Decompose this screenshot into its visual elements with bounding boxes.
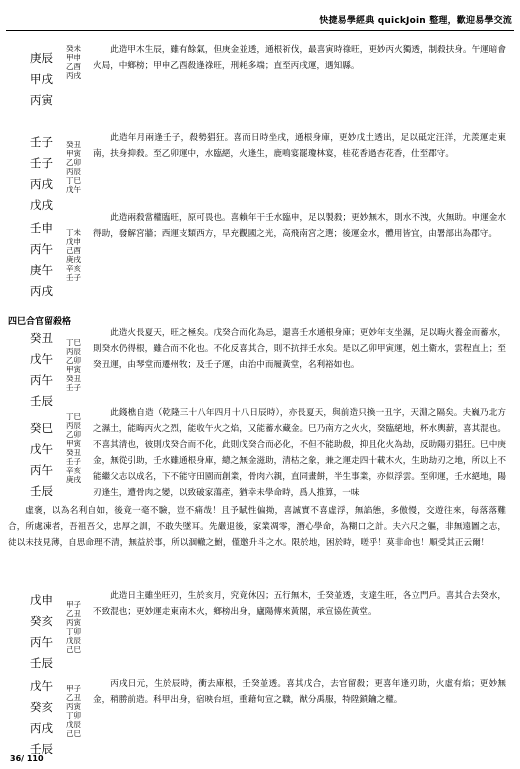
chart-7-text: 丙戌日元，生於辰時，衝去庫根，壬癸並透。喜其戊合，去官留殺；更喜年逢刃助，火虛有焰；更妙無金，稍勝前造。科甲出身，宿映台垣，重藉旬宣之職，猷分禹服，特陞鎖鑰之權。 [93, 679, 506, 705]
chart-6-luck [66, 600, 86, 654]
luck-pillar: 丁卯 [66, 627, 81, 636]
pillar: 丙寅 [30, 93, 53, 107]
luck-pillar: 戊申 [66, 237, 81, 246]
pillar: 癸亥 [30, 614, 53, 628]
header-title: 快捷易學經典 quickJoin 整理，歡迎易學交流 [319, 16, 512, 26]
section-title: 四巳合官留殺格 [8, 317, 72, 327]
luck-pillar: 庚戌 [66, 475, 81, 484]
pillar: 戊午 [30, 352, 53, 366]
chart-5-luck [66, 412, 86, 484]
luck-pillar: 丙寅 [66, 702, 81, 711]
luck-pillar: 乙卯 [66, 158, 81, 167]
pillar: 壬申 [30, 221, 53, 235]
chart-7-pillars [30, 676, 64, 760]
luck-pillar: 己酉 [66, 246, 81, 255]
pillar: 丙午 [30, 463, 53, 477]
pillar: 甲戌 [30, 72, 53, 86]
pillar: 丙午 [30, 373, 53, 387]
luck-pillar: 癸丑 [66, 140, 81, 149]
luck-pillar: 乙卯 [66, 356, 81, 365]
luck-pillar: 甲寅 [66, 149, 81, 158]
pillar: 戊申 [30, 593, 53, 607]
luck-pillar: 癸丑 [66, 448, 81, 457]
chart-2-pillars [30, 132, 64, 216]
luck-pillar: 戊辰 [66, 720, 81, 729]
pillar: 壬辰 [30, 484, 53, 498]
luck-pillar: 丙戌 [66, 71, 81, 80]
luck-pillar: 庚戌 [66, 255, 81, 264]
chart-1-luck [66, 44, 86, 80]
chart-2-luck [66, 140, 86, 194]
chart-3-pillars [30, 218, 64, 302]
luck-pillar: 丁巳 [66, 176, 81, 185]
pillar: 壬辰 [30, 742, 53, 756]
chart-1-pillars [30, 48, 64, 111]
pillar: 丙戌 [30, 177, 53, 191]
luck-pillar: 壬子 [66, 457, 81, 466]
luck-pillar: 辛亥 [66, 466, 81, 475]
chart-5-pillars [30, 418, 64, 502]
pillar: 戊午 [30, 442, 53, 456]
luck-pillar: 丙寅 [66, 618, 81, 627]
continuation-text: 虛褒，以為名利自如，後竟一毫不驗，豈不痛哉！且予賦性偏拗，喜誠實不喜虛浮，無諂態，多傲慢，交遊往來，每落落難合，所處凍者，吾祖吾父，忠厚之訓，不敢失墜耳。先嚴退後，家業凋零，潛心學命，為糊口之計。夫六尺之軀，非無遠圖之志，徒以未技見薄，自思命理不清，無益於事，所以涸轍之鮒，僅邀升斗之水。限於地，困於時，嗟乎！莫非命也！順受其正云爾！ [8, 506, 506, 548]
pillar: 癸丑 [30, 331, 53, 345]
pillar: 癸亥 [30, 700, 53, 714]
luck-pillar: 甲子 [66, 684, 81, 693]
chart-1-text: 此造甲木生辰，雖有餘氣，但庚金並透，通根祈伐，最喜寅時祿旺，更妙丙火獨透，制殺扶身。午運暗會火局，中鄉榜；甲申乙酉殺逢祿旺，刑耗多端；直至丙戌運，遇知縣。 [93, 45, 506, 71]
luck-pillar: 乙酉 [66, 62, 81, 71]
pillar: 丙午 [30, 635, 53, 649]
pillar: 丙午 [30, 242, 53, 256]
pillar: 戊戌 [30, 198, 53, 212]
chart-3-luck [66, 228, 86, 282]
page-number: 36/ 110 [10, 754, 44, 763]
pillar: 庚辰 [30, 51, 53, 65]
luck-pillar: 丙辰 [66, 421, 81, 430]
luck-pillar: 乙丑 [66, 693, 81, 702]
luck-pillar: 戊午 [66, 185, 81, 194]
chart-4-pillars [30, 328, 64, 412]
luck-pillar: 壬子 [66, 273, 81, 282]
page-header [6, 2, 514, 31]
luck-pillar: 甲寅 [66, 365, 81, 374]
pillar: 癸巳 [30, 421, 53, 435]
luck-pillar: 乙卯 [66, 430, 81, 439]
luck-pillar: 丁巳 [66, 412, 81, 421]
luck-pillar: 戊辰 [66, 636, 81, 645]
luck-pillar: 甲子 [66, 600, 81, 609]
pillar: 壬子 [30, 156, 53, 170]
pillar: 庚午 [30, 263, 53, 277]
luck-pillar: 甲寅 [66, 439, 81, 448]
chart-4-text: 此造火長夏天，旺之極矣。戊癸合而化為忌，還喜壬水通根身庫；更妙年支坐濕，足以晦火養金而蓄水，則癸水仍得根，雖合而不化也。不化反喜其合，則不抗拌壬水矣。是以乙卯甲寅運，剋土衛水，雲程直上；至癸丑運，由琴堂而遷州牧；及壬子運，由治中而履黃堂，名利裕如也。 [93, 328, 506, 370]
chart-7-luck [66, 684, 86, 738]
luck-pillar: 甲申 [66, 53, 81, 62]
chart-5-text: 此錢樵自造（乾隆三十八年四月十八日辰時），亦長夏天，與前造只換一丑字，天淵之隔矣。夫巍乃北方之濕土，能晦丙火之烈，能收午火之焰，又能蓄水藏金。巳乃南方之火火，癸臨絕地，杯水輿薪，喜其混也。不喜其清也，彼則戊癸合而不化，此則戊癸合而必化，不但不能助殺，抑且化火為劫，反助陽刃猖狂。巳中庚金，無從引助，壬水雖通根身庫，總之無金滋助，清枯之象，兼之運走四十載木火，生助劫刃之地，所以上不能繼父志以成名，下不能守田園而創業，骨肉六親，直同畫餅，半生事業，亦似浮雲。至卯運，壬水絕地，陽刃逢生，遭骨肉之變，以致破家蕩產，猶幸未學命時，爲人推算，一味 [93, 408, 506, 498]
luck-pillar: 丁未 [66, 228, 81, 237]
pillar: 壬辰 [30, 656, 53, 670]
pillar: 壬辰 [30, 394, 53, 408]
chart-3-text: 此造兩殺當權臨旺，原可畏也。喜賴年干壬水臨申，足以製殺；更妙無木，則水不洩，火無助。申運金水得助，發解宮牆；西運支類西方，早充觀國之光，高飛南宮之選；後運金水，體用皆宜，由署部出為郡守。 [93, 213, 506, 239]
chart-4-luck [66, 338, 86, 392]
luck-pillar: 丙辰 [66, 347, 81, 356]
luck-pillar: 壬子 [66, 383, 81, 392]
luck-pillar: 己巳 [66, 645, 81, 654]
luck-pillar: 乙丑 [66, 609, 81, 618]
chart-6-text: 此造日主雖坐旺刃，生於亥月，究竟休囚；五行無木，壬癸並透，支達生旺，各立門戶。喜其合去癸水，不致混也；更妙運走東南木火，鄉榜出身，廬陽傳來黃閣，承宣協佐黃堂。 [93, 591, 506, 617]
luck-pillar: 丁卯 [66, 711, 81, 720]
luck-pillar: 丙辰 [66, 167, 81, 176]
chart-2-text: 此造年月兩逢壬子，殺勢猖狂。喜而日時坐戌，通根身庫，更妙戊土透出，足以砥定汪洋，尤羨運走東南，扶身抑殺。至乙卯運中，水臨絕，火逢生，鹿鳴宴罷瓊林宴，桂花香過杏花香，仕至郡守。 [93, 133, 506, 159]
pillar: 戊午 [30, 679, 53, 693]
luck-pillar: 己巳 [66, 729, 81, 738]
pillar: 丙戌 [30, 721, 53, 735]
chart-6-pillars [30, 590, 64, 674]
luck-pillar: 癸丑 [66, 374, 81, 383]
luck-pillar: 丁巳 [66, 338, 81, 347]
luck-pillar: 癸未 [66, 44, 81, 53]
luck-pillar: 辛亥 [66, 264, 81, 273]
pillar: 丙戌 [30, 284, 53, 298]
pillar: 壬子 [30, 135, 53, 149]
